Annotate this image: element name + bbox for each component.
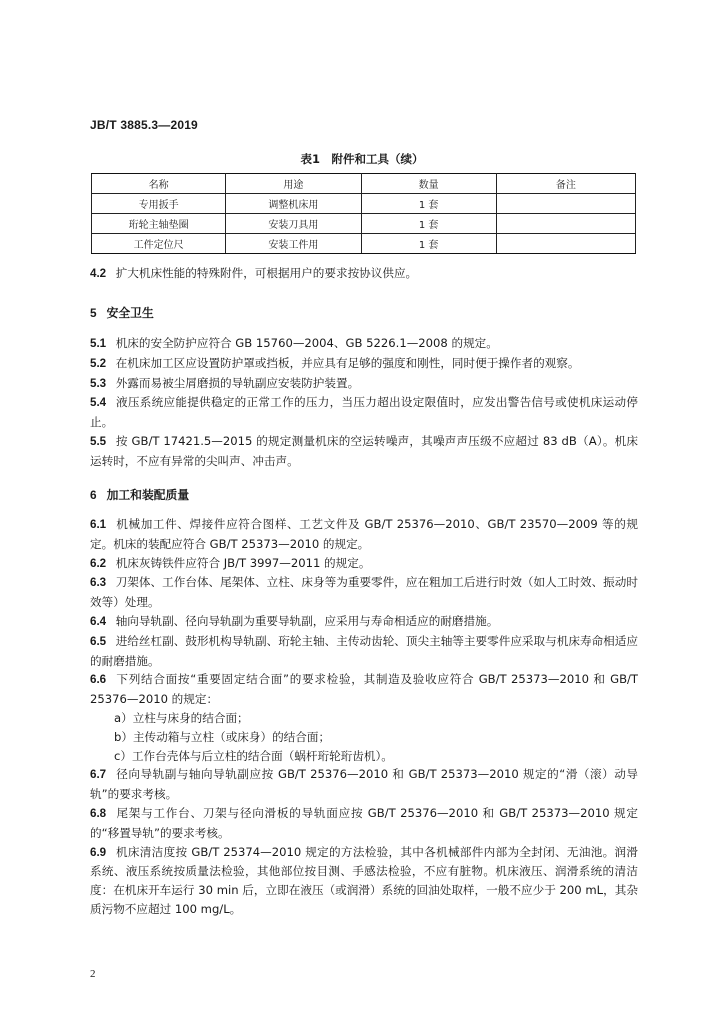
clause-6-9: [90, 843, 638, 919]
clause-5-4: [90, 393, 638, 432]
clause-text: 机床的安全防护应符合 GB 15760—2004、GB 5226.1—2008 的规定。: [115, 336, 498, 350]
table-cell: 珩轮主轴垫圈: [92, 214, 226, 234]
clause-number: 5.4: [90, 396, 107, 410]
clause-5-5: [90, 432, 638, 471]
list-item: b）主传动箱与立柱（或床身）的结合面；: [114, 729, 331, 744]
clause-5-2: [90, 354, 638, 374]
clause-text: 轴向导轨副、径向导轨副为重要导轨副，应采用与寿命相适应的耐磨措施。: [115, 613, 499, 628]
clause-number: 5.2: [90, 356, 107, 370]
table-row: [92, 234, 636, 254]
clause-number: 5.5: [90, 434, 107, 448]
table-cell: [496, 214, 635, 234]
section-6-heading: [90, 486, 189, 503]
table-header-row: [92, 174, 636, 194]
clause-number: 6.9: [90, 845, 107, 859]
clause-text: 径向导轨副与轴向导轨副应按 GB/T 25376—2010 和 GB/T 25373—2010 规定的“滑（滚）动导轨”的要求考核。: [90, 767, 639, 802]
table-cell: [496, 194, 635, 214]
clause-text: 按 GB/T 17421.5—2015 的规定测量机床的空运转噪声，其噪声声压级不应超过 83 dB（A）。机床运转时，不应有异常的尖叫声、冲击声。: [90, 433, 639, 468]
section-5-heading: [90, 304, 154, 321]
list-item: a）立柱与床身的结合面；: [114, 710, 249, 725]
table-cell: 1 套: [361, 214, 496, 234]
table-cell: 专用扳手: [92, 194, 226, 214]
clause-6-4: [90, 612, 638, 632]
clause-number: 6.6: [90, 673, 107, 687]
section-5-body: [90, 334, 638, 471]
clause-number: 4.2: [90, 267, 107, 280]
table-cell: 调整机床用: [226, 194, 361, 214]
clause-6-7: [90, 765, 638, 804]
section-number: 5: [90, 306, 97, 320]
clause-number: 6.8: [90, 806, 107, 820]
table-title: 表1 附件和工具（续）: [300, 152, 424, 166]
clause-text: 外露而易被尘屑磨损的导轨副应安装防护装置。: [115, 375, 360, 390]
clause-text: 尾架与工作台、刀架与径向滑板的导轨面应按 GB/T 25376—2010 和 GB/T 25373—2010 规定的“移置导轨”的要求考核。: [90, 805, 638, 840]
clause-text: 机床灰铸铁件应符合 JB/T 3997—2011 的规定。: [115, 555, 371, 570]
clause-text: 机床清洁度按 GB/T 25374—2010 规定的方法检验，其中各机械部件内部为全封闭、无油池。润滑系统、液压系统按质量法检验，其他部位按目测、手感法检验，不应有脏物。机床液压、润滑系统的清洁度：在机床开车运行 30 min 后，立即在液压（或润滑）系统的回油处取样，一般不应少于 200 mL，其杂质污物不应超过 100 mg/L。: [90, 844, 639, 916]
table-cell: [496, 234, 635, 254]
section-title: 加工和装配质量: [106, 488, 190, 502]
standard-code: JB/T 3885.3—2019: [90, 118, 198, 132]
column-header: 名称: [92, 174, 226, 194]
clause-number: 6.2: [90, 556, 107, 570]
clause-number: 5.1: [90, 337, 107, 350]
clause-5-1: [90, 334, 638, 354]
clause-number: 6.1: [90, 518, 107, 531]
list-item: c）工作台壳体与后立柱的结合面（蜗杆珩轮珩齿机）。: [114, 748, 393, 763]
clause-text: 液压系统应能提供稳定的正常工作的压力，当压力超出设定限值时，应发出警告信号或使机床运动停止。: [90, 395, 638, 430]
clause-text: 进给丝杠副、鼓形机构导轨副、珩轮主轴、主传动齿轮、顶尖主轴等主要零件应采取与机床寿命相适应的耐磨措施。: [90, 633, 638, 668]
table-row: [92, 214, 636, 234]
section-6-body: [90, 515, 638, 919]
table-cell: 安装刀具用: [226, 214, 361, 234]
clause-text: 扩大机床性能的特殊附件，可根据用户的要求按协议供应。: [115, 266, 418, 280]
clause-number: 6.7: [90, 768, 107, 782]
clause-number: 6.4: [90, 614, 107, 628]
clause-6-6: [90, 670, 638, 709]
table-cell: 1 套: [361, 194, 496, 214]
clause-6-1: [90, 515, 638, 554]
clause-4-2: [90, 264, 638, 284]
table-cell: 安装工件用: [226, 234, 361, 254]
accessories-table: [91, 173, 636, 254]
column-header: 数量: [361, 174, 496, 194]
clause-number: 6.5: [90, 634, 107, 648]
clause-number: 6.3: [90, 576, 107, 590]
clause-text: 刀架体、工作台体、尾架体、立柱、床身等为重要零件，应在粗加工后进行时效（如人工时效、振动时效等）处理。: [90, 575, 638, 610]
page-number: 2: [90, 968, 96, 980]
table-cell: 工件定位尺: [92, 234, 226, 254]
clause-text: 下列结合面按“重要固定结合面”的要求检验，其制造及验收应符合 GB/T 25373—2010 和 GB/T 25376—2010 的规定：: [90, 672, 639, 707]
column-header: 用途: [226, 174, 361, 194]
column-header: 备注: [496, 174, 635, 194]
clause-text: 在机床加工区应设置防护罩或挡板，并应具有足够的强度和刚性，同时便于操作者的观察。: [115, 355, 580, 370]
clause-text: 机械加工件、焊接件应符合图样、工艺文件及 GB/T 25376—2010、GB/T 23570—2009 等的规定。机床的装配应符合 GB/T 25373—2010 的规定。: [90, 517, 638, 551]
clause-6-2: [90, 554, 638, 574]
table-cell: 1 套: [361, 234, 496, 254]
table-row: [92, 194, 636, 214]
section-title: 安全卫生: [106, 306, 154, 320]
clause-6-5: [90, 632, 638, 671]
clause-5-3: [90, 374, 638, 394]
clause-number: 5.3: [90, 376, 107, 390]
clause-6-3: [90, 573, 638, 612]
section-number: 6: [90, 488, 97, 502]
clause-6-8: [90, 804, 638, 843]
